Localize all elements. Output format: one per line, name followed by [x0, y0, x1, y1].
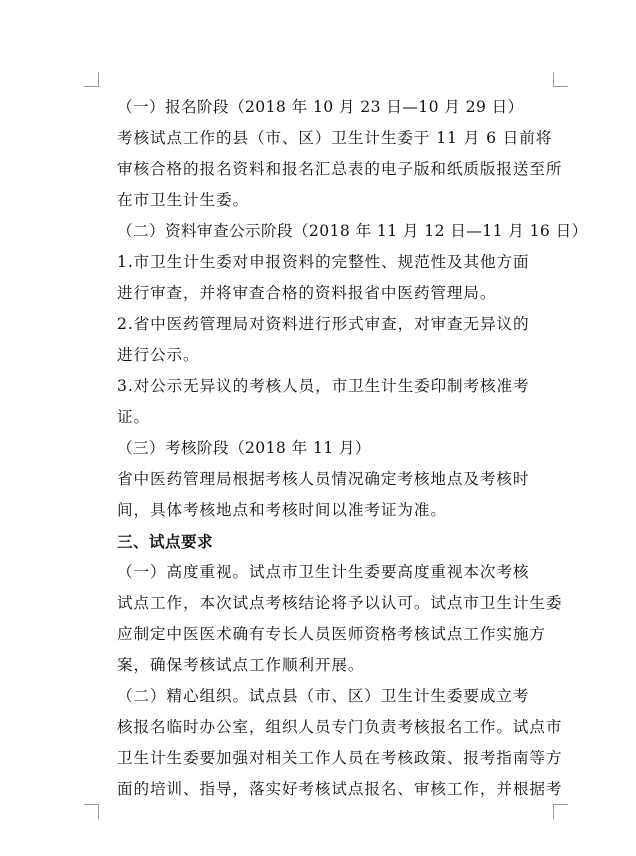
section-heading — [86, 92, 554, 123]
margin-corner-mark-bottom-left — [84, 804, 99, 819]
text-line: 审核合格的报名资料和报名汇总表的电子版和纸质版报送至所 — [117, 160, 563, 178]
body-paragraph — [86, 464, 554, 526]
text-line: 核报名临时办公室，组织人员专门负责考核报名工作。试点市 — [117, 718, 563, 736]
text-line: 在市卫生计生委。 — [117, 191, 249, 209]
document-body — [86, 92, 588, 805]
body-paragraph — [86, 681, 563, 805]
text-line: 证。 — [117, 408, 150, 426]
text-line: 间，具体考核地点和考核时间以准考证为准。 — [117, 501, 447, 519]
text-line: 面的培训、指导，落实好考核试点报名、审核工作，并根据考 — [117, 780, 563, 798]
body-paragraph — [86, 557, 563, 681]
text-line: 考核试点工作的县（市、区）卫生计生委于 11 月 6 日前将 — [117, 129, 553, 147]
text-line: 试点工作，本次试点考核结论将予以认可。试点市卫生计生委 — [117, 594, 563, 612]
margin-corner-mark-top-right — [553, 72, 568, 87]
section-heading — [86, 433, 554, 464]
text-line: 三、试点要求 — [117, 532, 213, 551]
text-line: 案，确保考核试点工作顺利开展。 — [117, 656, 365, 674]
text-line: （一）高度重视。试点市卫生计生委要高度重视本次考核 — [117, 563, 530, 581]
body-paragraph — [86, 309, 554, 371]
body-paragraph — [86, 371, 554, 433]
text-line: 卫生计生委要加强对相关工作人员在考核政策、报考指南等方 — [117, 749, 563, 767]
text-line: 2.省中医药管理局对资料进行形式审查，对审查无异议的 — [117, 315, 530, 333]
text-line: 进行审查，并将审查合格的资料报省中医药管理局。 — [117, 284, 497, 302]
text-line: （二）精心组织。试点县（市、区）卫生计生委要成立考 — [117, 687, 530, 705]
section-heading — [86, 216, 588, 247]
body-paragraph — [86, 247, 554, 309]
text-line: （三）考核阶段（2018 年 11 月） — [117, 439, 371, 457]
text-line: （一）报名阶段（2018 年 10 月 23 日—10 月 29 日） — [117, 98, 524, 116]
section-heading — [86, 526, 554, 557]
margin-corner-mark-bottom-right — [553, 804, 568, 819]
body-paragraph — [86, 123, 563, 216]
text-line: 1.市卫生计生委对申报资料的完整性、规范性及其他方面 — [117, 253, 530, 271]
margin-corner-mark-top-left — [84, 72, 99, 87]
text-line: （二）资料审查公示阶段（2018 年 11 月 12 日—11 月 16 日） — [117, 222, 588, 240]
text-line: 3.对公示无异议的考核人员，市卫生计生委印制考核准考 — [117, 377, 530, 395]
text-line: 进行公示。 — [117, 346, 200, 364]
text-line: 应制定中医医术确有专长人员医师资格考核试点工作实施方 — [117, 625, 546, 643]
text-line: 省中医药管理局根据考核人员情况确定考核地点及考核时 — [117, 470, 530, 488]
